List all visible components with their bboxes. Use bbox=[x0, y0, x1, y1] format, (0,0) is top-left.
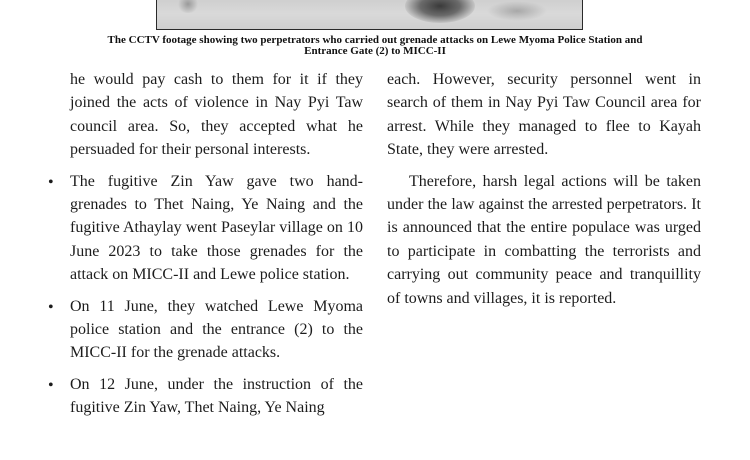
bullet-list bbox=[48, 170, 363, 420]
list-item-text: The fugitive Zin Yaw gave two hand-grenades to Thet Naing, Ye Naing and the fugitive Athaylay went Paseylar village on 10 June 2023 to take those grenades for the attack on MICC-II and Lewe police station. bbox=[70, 172, 363, 284]
list-item-text: On 12 June, under the instruction of the fugitive Zin Yaw, Thet Naing, Ye Naing bbox=[70, 375, 363, 417]
list-item-text: On 11 June, they watched Lewe Myoma police station and the entrance (2) to the MICC-II for the grenade attacks. bbox=[70, 297, 363, 362]
list-item bbox=[48, 295, 363, 365]
left-continuation-paragraph: he would pay cash to them for it if they joined the acts of violence in Nay Pyi Taw council area. So, they accepted what he persuaded for their personal interests. bbox=[70, 71, 363, 159]
bullet-icon: • bbox=[48, 298, 54, 316]
bullet-icon: • bbox=[48, 173, 54, 191]
list-item bbox=[48, 170, 363, 287]
right-column bbox=[387, 68, 701, 310]
cctv-footage-image bbox=[156, 0, 583, 30]
bullet-icon: • bbox=[48, 376, 54, 394]
right-paragraph-1: each. However, security personnel went in search of them in Nay Pyi Taw Council area for arrest. While they managed to flee to Kayah State, they were arrested. bbox=[387, 71, 701, 159]
list-item bbox=[48, 373, 363, 420]
right-paragraph-2: Therefore, harsh legal actions will be taken under the law against the arrested perpetrators. It is announced that the entire populace was urged to participate in combatting the terrorists and carrying out community peace and tranquillity of towns and villages, it is reported. bbox=[387, 172, 701, 307]
image-caption: The CCTV footage showing two perpetrators who carried out grenade attacks on Lewe Myoma Police Station and Entrance Gate (2) to MICC-II bbox=[107, 34, 643, 57]
left-column bbox=[48, 68, 363, 420]
